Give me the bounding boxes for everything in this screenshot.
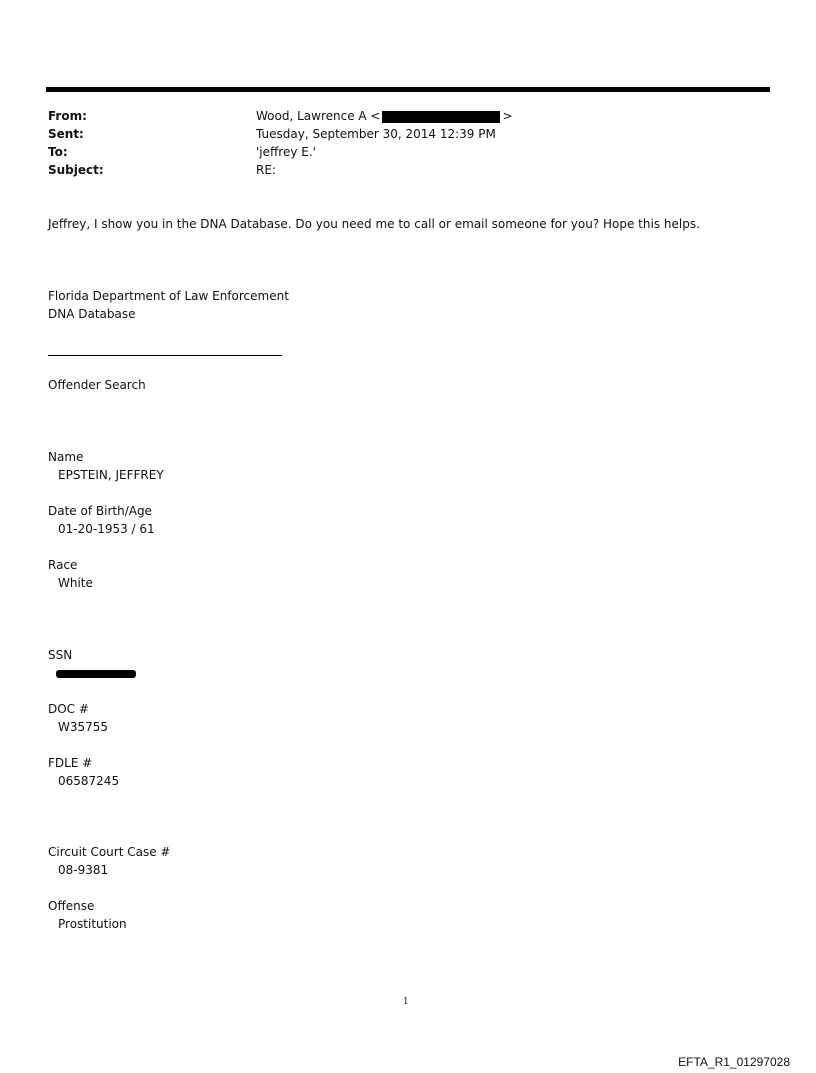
doc-label: DOC # bbox=[48, 702, 89, 716]
email-redaction bbox=[382, 111, 500, 123]
name-label: Name bbox=[48, 450, 84, 464]
fdle-label: FDLE # bbox=[48, 756, 93, 770]
dob-label: Date of Birth/Age bbox=[48, 504, 152, 518]
sent-value: Tuesday, September 30, 2014 12:39 PM bbox=[256, 127, 496, 141]
offense-label: Offense bbox=[48, 899, 95, 913]
case-value: 08-9381 bbox=[58, 863, 109, 877]
section-divider bbox=[48, 355, 282, 356]
race-label: Race bbox=[48, 558, 78, 572]
case-label: Circuit Court Case # bbox=[48, 845, 171, 859]
ssn-label: SSN bbox=[48, 648, 73, 662]
to-value: 'jeffrey E.' bbox=[256, 145, 316, 159]
bates-number: EFTA_R1_01297028 bbox=[678, 1055, 790, 1069]
from-value bbox=[256, 107, 513, 125]
from-label: From: bbox=[48, 109, 87, 123]
message-body: Jeffrey, I show you in the DNA Database. Do you need me to call or email someone for you? Hope this helps. bbox=[48, 217, 700, 231]
sent-label: Sent: bbox=[48, 127, 84, 141]
search-title: Offender Search bbox=[48, 378, 146, 392]
agency-database: DNA Database bbox=[48, 307, 136, 321]
doc-value: W35755 bbox=[58, 720, 109, 734]
to-label: To: bbox=[48, 145, 68, 159]
subject-label: Subject: bbox=[48, 163, 104, 177]
race-value: White bbox=[58, 576, 93, 590]
agency-name: Florida Department of Law Enforcement bbox=[48, 289, 289, 303]
dob-value: 01-20-1953 / 61 bbox=[58, 522, 155, 536]
ssn-redaction bbox=[56, 670, 136, 678]
page-number: 1 bbox=[403, 997, 409, 1007]
header-rule bbox=[46, 87, 770, 92]
fdle-value: 06587245 bbox=[58, 774, 120, 788]
from-value-close: > bbox=[502, 109, 513, 123]
offense-value: Prostitution bbox=[58, 917, 127, 931]
subject-value: RE: bbox=[256, 163, 276, 177]
from-value-text: Wood, Lawrence A < bbox=[256, 109, 381, 123]
name-value: EPSTEIN, JEFFREY bbox=[58, 468, 164, 482]
